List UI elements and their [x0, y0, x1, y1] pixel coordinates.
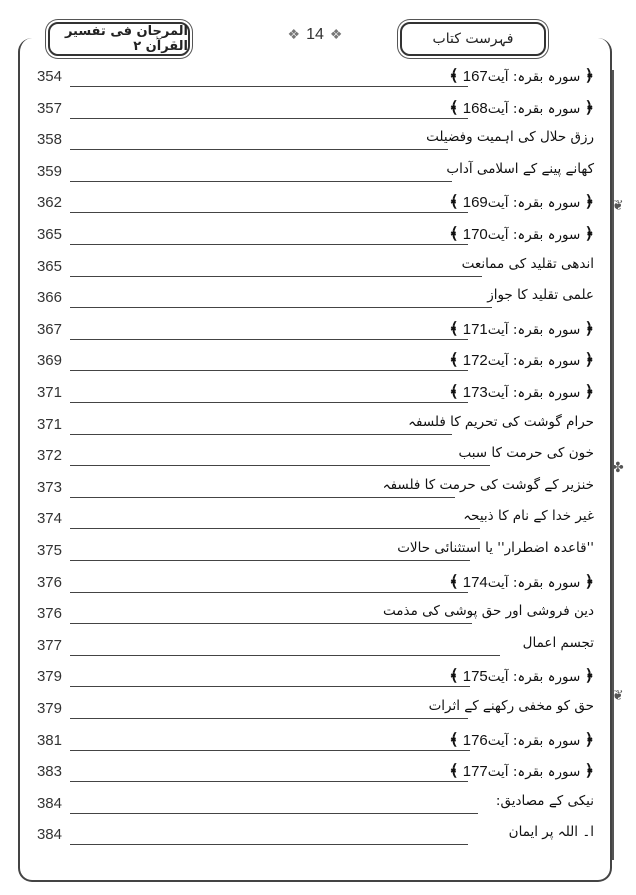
toc-page-number: 369	[36, 352, 62, 370]
toc-page-number: 371	[36, 415, 62, 433]
toc-title: حرام گوشت کی تحریم کا فلسفہ	[408, 413, 594, 430]
toc-title: علمی تقلید کا جواز	[487, 287, 594, 304]
toc-page-number: 371	[36, 384, 62, 401]
ornament-right-icon: ❖	[329, 26, 343, 42]
toc-entry[interactable]	[0, 222, 636, 250]
toc-page-number: 362	[36, 194, 62, 212]
toc-title: ﴿ سورہ بقرہ: آیت176 ﴾	[449, 729, 594, 749]
toc-page-number: 373	[36, 478, 62, 496]
toc-leader-line	[70, 402, 468, 403]
toc-leader-line	[70, 781, 468, 782]
toc-title: حق کو مخفی رکھنے کے اثرات	[428, 698, 594, 714]
toc-leader-line	[70, 244, 468, 245]
toc-page-number: 366	[36, 289, 62, 307]
toc-entry[interactable]	[0, 506, 636, 534]
toc-leader-line	[70, 528, 480, 529]
toc-leader-line	[70, 750, 470, 751]
toc-title: ا۔ اللہ پر ایمان	[508, 824, 594, 841]
toc-page-number: 381	[36, 731, 62, 749]
toc-title: ﴿ سورہ بقرہ: آیت172 ﴾	[449, 350, 594, 370]
ornament-left-icon: ❖	[287, 26, 301, 42]
toc-entry[interactable]	[0, 317, 636, 345]
toc-entry[interactable]	[0, 601, 636, 629]
toc-leader-line	[70, 655, 500, 656]
toc-page-number: 359	[36, 162, 62, 180]
toc-entry[interactable]	[0, 380, 636, 408]
toc-title: نیکی کے مصادیق:	[495, 792, 594, 809]
toc-entry[interactable]	[0, 791, 636, 819]
toc-page-number: 376	[36, 573, 62, 591]
toc-page-number: 365	[36, 257, 62, 275]
toc-entry[interactable]	[0, 759, 636, 787]
toc-entry[interactable]	[0, 443, 636, 471]
toc-page-number: 379	[36, 700, 62, 717]
toc-page-number: 374	[36, 510, 62, 528]
toc-page-number: 377	[36, 636, 62, 654]
toc-title: ﴿ سورہ بقرہ: آیت174 ﴾	[449, 571, 594, 591]
section-title-box	[400, 22, 546, 56]
toc-title: غیر خدا کے نام کا ذبیحہ	[463, 508, 594, 525]
side-ornament-icon: ❦	[612, 198, 624, 214]
toc-leader-line	[70, 212, 468, 213]
toc-title: ﴿ سورہ بقرہ: آیت167 ﴾	[449, 66, 594, 85]
page-number	[275, 26, 355, 44]
toc-page-number: 375	[36, 542, 62, 559]
toc-title: دین فروشی اور حق پوشی کی مذمت	[383, 603, 594, 620]
toc-leader-line	[70, 339, 468, 340]
toc-page-number: 358	[36, 131, 62, 149]
toc-page-number: 383	[36, 763, 62, 781]
toc-leader-line	[70, 592, 468, 593]
toc-title: خون کی حرمت کا سبب	[458, 445, 594, 462]
toc-entry[interactable]	[0, 127, 636, 155]
toc-entry[interactable]	[0, 728, 636, 756]
section-title: فہرست کتاب	[432, 31, 514, 47]
toc-entry[interactable]	[0, 664, 636, 692]
toc-entry[interactable]	[0, 285, 636, 313]
toc-leader-line	[70, 560, 470, 561]
toc-page-number: 365	[36, 226, 62, 243]
toc-title: ﴿ سورہ بقرہ: آیت175 ﴾	[449, 666, 594, 686]
toc-page-number: 354	[36, 68, 62, 85]
toc-entry[interactable]	[0, 64, 636, 92]
toc-title: تجسم اعمال	[522, 634, 594, 651]
book-title-box	[48, 22, 190, 56]
toc-title: اندھی تقلید کی ممانعت	[461, 255, 594, 272]
side-ornament-icon: ❦	[612, 688, 624, 704]
toc-title: ﴿ سورہ بقرہ: آیت169 ﴾	[449, 192, 594, 212]
toc-title: کھانے پینے کے اسلامی آداب	[446, 160, 594, 177]
toc-entry[interactable]	[0, 159, 636, 187]
toc-entry[interactable]	[0, 254, 636, 282]
side-ornament-icon: ✤	[612, 460, 624, 476]
toc-leader-line	[70, 465, 490, 466]
toc-leader-line	[70, 149, 448, 150]
page-number-value: 14	[306, 26, 324, 43]
toc-entry[interactable]	[0, 412, 636, 440]
toc-page-number: 379	[36, 668, 62, 686]
toc-page-number: 357	[36, 99, 62, 117]
toc-leader-line	[70, 276, 482, 277]
toc-leader-line	[70, 718, 468, 719]
toc-page-number: 367	[36, 320, 62, 338]
toc-page-number: 384	[36, 794, 62, 812]
toc-page-number: 376	[36, 605, 62, 623]
toc-title: ﴿ سورہ بقرہ: آیت171 ﴾	[449, 318, 594, 338]
toc-title: ﴿ سورہ بقرہ: آیت177 ﴾	[449, 761, 594, 781]
toc-entry[interactable]	[0, 570, 636, 598]
toc-leader-line	[70, 434, 452, 435]
toc-leader-line	[70, 844, 468, 845]
toc-leader-line	[70, 307, 492, 308]
toc-leader-line	[70, 686, 470, 687]
toc-title: رزق حلال کی اہمیت وفضیلت	[426, 129, 594, 146]
toc-entry[interactable]	[0, 822, 636, 850]
toc-title: ''قاعدہ اضطرار'' یا استثنائی حالات	[397, 540, 594, 556]
toc-leader-line	[70, 497, 455, 498]
toc-leader-line	[70, 181, 452, 182]
toc-title: ﴿ سورہ بقرہ: آیت173 ﴾	[449, 382, 594, 401]
toc-leader-line	[70, 623, 472, 624]
toc-page-number: 384	[36, 826, 62, 844]
toc-leader-line	[70, 86, 468, 87]
toc-entry[interactable]	[0, 190, 636, 218]
toc-title: ﴿ سورہ بقرہ: آیت170 ﴾	[449, 224, 594, 243]
toc-entry[interactable]	[0, 475, 636, 503]
toc-entry[interactable]	[0, 696, 636, 724]
toc-entry[interactable]	[0, 348, 636, 376]
toc-title: ﴿ سورہ بقرہ: آیت168 ﴾	[449, 97, 594, 117]
book-title: المرجان فی تفسیر القرآن ۲	[64, 24, 188, 54]
toc-leader-line	[70, 118, 468, 119]
toc-entry[interactable]	[0, 96, 636, 124]
toc-entry[interactable]	[0, 633, 636, 661]
toc-leader-line	[70, 813, 478, 814]
toc-title: خنزیر کے گوشت کی حرمت کا فلسفہ	[382, 476, 594, 493]
toc-entry[interactable]	[0, 538, 636, 566]
toc-page-number: 372	[36, 447, 62, 465]
toc-leader-line	[70, 370, 468, 371]
